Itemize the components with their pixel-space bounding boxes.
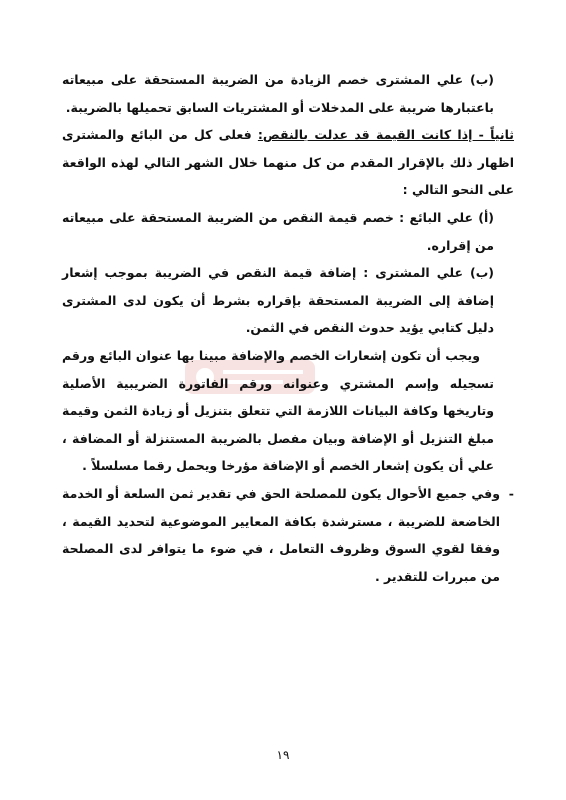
second-decrease-body: فعلى كل من البائع والمشترى اظهار ذلك بالإقرار المقدم من كل منهما خلال الشهر التالي لهذه الواقعة على النحو التالي : [62, 127, 514, 198]
paragraph-b-buyer-decrease: (ب) علي المشترى : إضافة قيمة النقص في الضريبة بموجب إشعار إضافة إلى الضريبة المستحقة بإقراره بشرط أن يكون لدى المشترى دليل كتابي يؤيد حدوث النقص في الثمن. [62, 265, 494, 336]
second-decrease-heading: ثانياً - إذا كانت القيمة قد عدلت بالنقص: [257, 127, 514, 143]
bullet-dash: - [508, 485, 514, 501]
paragraph-b-buyer-increase: (ب) علي المشترى خصم الزيادة من الضريبة المستحقة على مبيعاته باعتبارها ضريبة على المدخلات أو المشتريات السابق تحميلها بالضريبة. [62, 72, 494, 115]
page-number: ١٩ [276, 748, 290, 762]
paragraph-authority-assessment [62, 480, 514, 590]
paragraph-a-seller-decrease: (أ) علي البائع : خصم قيمة النقص من الضريبة المستحقة على مبيعاته من إقراره. [62, 209, 494, 253]
document-body [62, 66, 514, 590]
authority-assessment-text: وفي جميع الأحوال يكون للمصلحة الحق في تقدير ثمن السلعة أو الخدمة الخاضعة للضريبة ، مسترشدة بكافة المعايير الموضوعية لتحديد القيمة ، وفقا لقوي السوق وظروف التعامل ، في ضوء ما يتوافر لدى المصلحة من مبررات للتقدير . [62, 485, 500, 584]
paragraph-notice-requirements: ويجب أن تكون إشعارات الخصم والإضافة مبينا بها عنوان البائع ورقم تسجيله وإسم المشتري وعنوانه ورقم الفاتورة الضريبية الأصلية وتاريخها وكافة البيانات اللازمة التي تتعلق بتنزيل أو زيادة الثمن وقيمة مبلغ التنزيل أو الإضافة وبيان مفصل بالضريبة المستنزلة أو المضافة ، علي أن يكون إشعار الخصم أو الإضافة مؤرخا ويحمل رقما مسلسلاً . [62, 347, 494, 474]
paragraph-second-decrease [62, 121, 514, 204]
